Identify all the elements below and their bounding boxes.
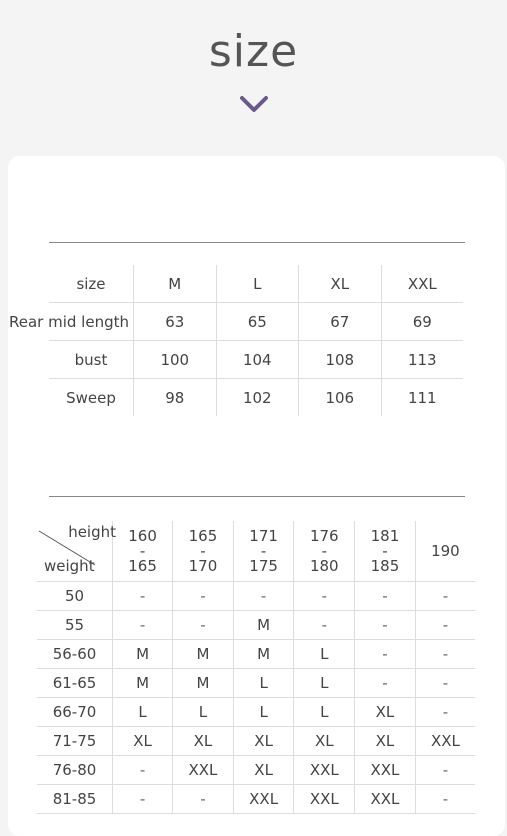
size-cell: M: [233, 640, 294, 669]
table-row: [49, 341, 463, 379]
range-sep: -: [382, 541, 388, 560]
table-cell: L: [216, 265, 299, 303]
table-cell: Rear mid length: [49, 303, 134, 341]
size-cell: XXL: [233, 785, 294, 814]
size-cell: XXL: [294, 756, 355, 785]
range-from: 165: [188, 526, 218, 545]
size-cell: XXL: [355, 785, 416, 814]
range-from: 181: [370, 526, 400, 545]
range-sep: -: [200, 541, 206, 560]
size-cell: XL: [233, 727, 294, 756]
height-range-cell: [173, 521, 234, 582]
range-sep: -: [321, 541, 327, 560]
size-cell: -: [355, 640, 416, 669]
table-row: [37, 669, 475, 698]
range-to: 170: [188, 556, 218, 575]
size-cell: XL: [294, 727, 355, 756]
size-cell: -: [415, 582, 475, 611]
table-row: [37, 640, 475, 669]
table-cell: 67: [299, 303, 382, 341]
table-row: [37, 698, 475, 727]
table-cell: 113: [381, 341, 463, 379]
size-cell: -: [294, 582, 355, 611]
range-sep: -: [260, 541, 267, 560]
table-row: [37, 756, 475, 785]
weight-range-cell: 66-70: [37, 698, 113, 727]
range-from: 160: [128, 526, 157, 545]
table-row: [37, 785, 475, 814]
divider-top: [49, 242, 465, 243]
weight-range-cell: 50: [37, 582, 113, 611]
weight-range-cell: 76-80: [37, 756, 113, 785]
table-cell: 111: [381, 379, 463, 417]
corner-header-cell: [37, 521, 116, 582]
size-recommendation-table: [37, 521, 475, 814]
size-cell: -: [355, 669, 416, 698]
table-cell: 65: [216, 303, 299, 341]
table-cell: 102: [216, 379, 299, 417]
table-row: [37, 611, 475, 640]
size-cell: -: [233, 582, 294, 611]
size-cell: XL: [355, 727, 416, 756]
height-label: height: [68, 523, 116, 541]
size-cell: L: [294, 640, 355, 669]
height-range-cell: [415, 521, 475, 582]
weight-label: weight: [44, 557, 95, 575]
size-cell: L: [173, 698, 234, 727]
table-cell: 98: [134, 379, 217, 417]
size-cell: -: [415, 611, 475, 640]
size-cell: -: [415, 698, 475, 727]
table-cell: XL: [299, 265, 382, 303]
table-header-row: [37, 521, 475, 582]
size-measurement-table: [9, 265, 463, 416]
size-cell: XXL: [355, 756, 416, 785]
table-row: [49, 303, 463, 341]
size-cell: -: [173, 785, 234, 814]
table-cell: 106: [299, 379, 382, 417]
weight-range-cell: 81-85: [37, 785, 113, 814]
size-cell: -: [415, 756, 475, 785]
range-to: 165: [128, 556, 157, 575]
chevron-down-icon: [239, 95, 269, 115]
size-cell: XL: [355, 698, 416, 727]
weight-range-cell: 56-60: [37, 640, 113, 669]
size-cell: L: [294, 669, 355, 698]
size-cell: -: [113, 785, 173, 814]
size-cell: -: [173, 582, 234, 611]
size-cell: L: [233, 698, 294, 727]
size-cell: M: [173, 669, 234, 698]
table-cell: Sweep: [66, 388, 116, 407]
page-title: size: [208, 26, 299, 77]
size-cell: -: [113, 756, 173, 785]
range-from: 171: [249, 526, 278, 545]
size-cell: -: [173, 611, 234, 640]
size-cell: L: [294, 698, 355, 727]
size-cell: XL: [173, 727, 234, 756]
size-cell: L: [113, 698, 173, 727]
table-cell: XXL: [381, 265, 463, 303]
size-cell: -: [355, 611, 416, 640]
size-cell: M: [113, 669, 173, 698]
height-range-cell: [113, 521, 173, 582]
height-range-cell: [294, 521, 355, 582]
table-row: [37, 727, 475, 756]
weight-range-cell: 55: [37, 611, 113, 640]
size-cell: -: [113, 611, 173, 640]
size-cell: XL: [113, 727, 173, 756]
range-from: 176: [309, 526, 339, 545]
range-from: 190: [431, 541, 460, 560]
size-cell: M: [173, 640, 234, 669]
table-header-row: [49, 265, 463, 303]
weight-range-cell: 71-75: [37, 727, 113, 756]
size-cell: -: [415, 785, 475, 814]
table-cell: bust: [49, 341, 134, 379]
table-cell: size: [49, 265, 134, 303]
size-cell: -: [355, 582, 416, 611]
size-cell: XXL: [294, 785, 355, 814]
size-cell: XXL: [173, 756, 234, 785]
table-row: [37, 582, 475, 611]
height-range-cell: [233, 521, 294, 582]
range-sep: -: [139, 541, 146, 560]
weight-range-cell: 61-65: [37, 669, 113, 698]
size-cell: -: [294, 611, 355, 640]
size-cell: XL: [233, 756, 294, 785]
size-cell: M: [113, 640, 173, 669]
table-cell: M: [134, 265, 217, 303]
size-cell: L: [233, 669, 294, 698]
table-cell: 63: [134, 303, 217, 341]
size-cell: -: [415, 640, 475, 669]
size-cell: XXL: [415, 727, 475, 756]
height-range-cell: [355, 521, 416, 582]
range-to: 175: [249, 556, 278, 575]
table-cell: 69: [381, 303, 463, 341]
table-cell: 100: [134, 341, 217, 379]
size-cell: -: [415, 669, 475, 698]
range-to: 180: [309, 556, 339, 575]
size-cell: -: [113, 582, 173, 611]
table-cell: 104: [216, 341, 299, 379]
table-cell: 108: [299, 341, 382, 379]
size-cell: M: [233, 611, 294, 640]
range-to: 185: [370, 556, 400, 575]
divider-middle: [49, 496, 465, 497]
table-row: [49, 379, 463, 417]
